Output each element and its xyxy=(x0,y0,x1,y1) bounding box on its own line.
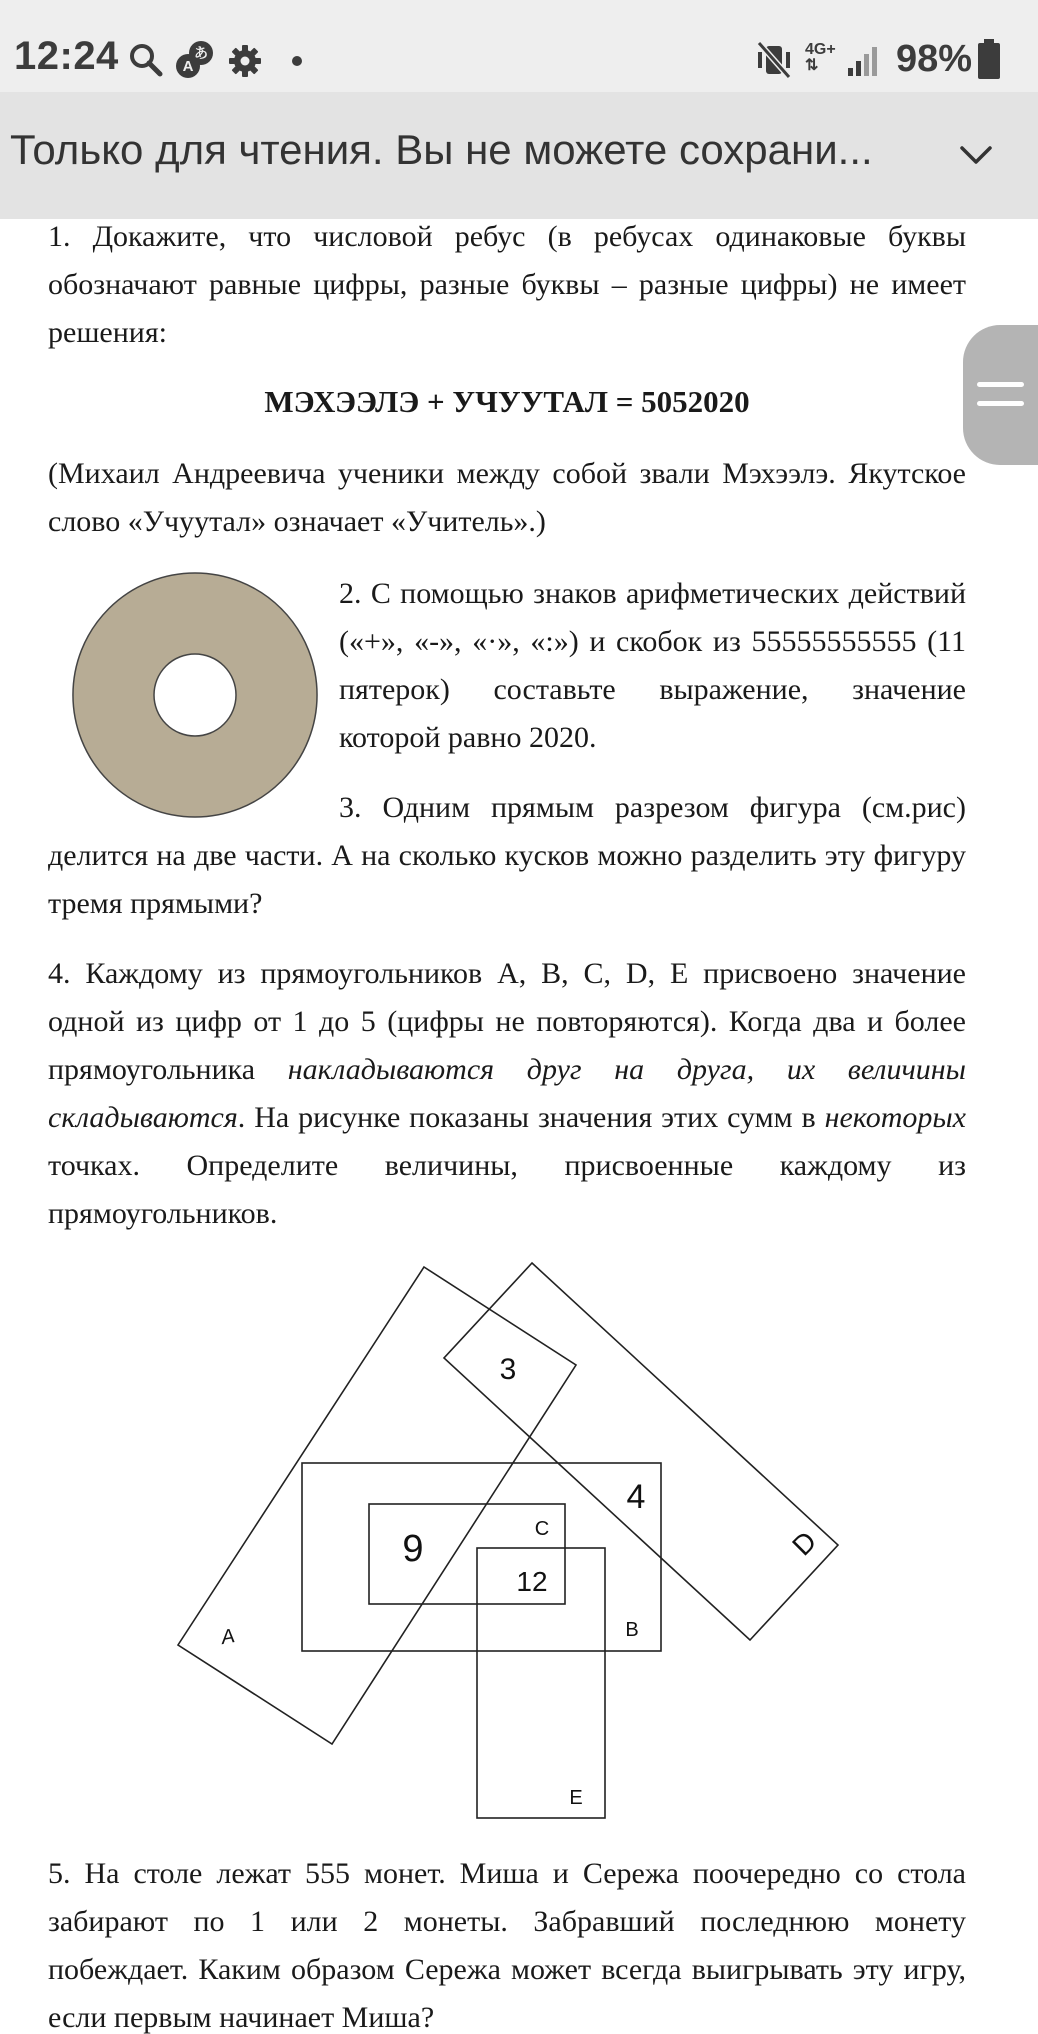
label-d: D xyxy=(786,1525,823,1562)
value-9: 9 xyxy=(402,1528,424,1570)
network-type: 4G+ ⇅ xyxy=(805,41,836,74)
problem-1-text: 1. Докажите, что числовой ребус (в ребусах одинаковые буквы обозначают равные цифры, разные буквы – разные цифры) не имеет решения: xyxy=(48,220,966,349)
label-e: E xyxy=(569,1787,583,1809)
equation: МЭХЭЭЛЭ + УЧУУТАЛ = 5052020 xyxy=(264,384,750,419)
gear-icon xyxy=(228,44,262,78)
mute-vibrate-icon xyxy=(756,40,792,80)
status-bar xyxy=(0,0,1038,92)
problem-1 xyxy=(48,213,966,357)
search-icon xyxy=(128,42,164,78)
battery-percent: 98% xyxy=(896,38,973,80)
problem-1-note: (Михаил Андреевича ученики между собой звали Мэхээлэ. Якутское слово «Учуутал» означает «Учитель».) xyxy=(48,457,966,538)
value-12: 12 xyxy=(516,1566,548,1597)
svg-text:A: A xyxy=(182,58,194,75)
problem-3: 3. Одним прямым разрезом фигура (см.рис) делится на две части. А на сколько кусков можно разделить эту фигуру тремя прямыми? xyxy=(48,791,966,920)
dot-icon xyxy=(290,54,304,68)
label-b: B xyxy=(625,1619,639,1641)
ring-figure xyxy=(70,570,320,820)
read-only-banner[interactable] xyxy=(0,92,1038,219)
svg-text:あ: あ xyxy=(194,45,208,61)
rectangles-figure xyxy=(170,1255,850,1830)
read-only-banner-text: Только для чтения. Вы не можете сохрани... xyxy=(10,126,873,173)
problem-5: 5. На столе лежат 555 монет. Миша и Сережа поочередно со стола забирают по 1 или 2 монеты. Забравший последнюю монету побеждает. Каким образом Сережа может всегда выигрывать эту игру, если первым начинает Миша? xyxy=(48,1857,966,2034)
problem-4: 4. Каждому из прямоугольников A, B, C, D, E присвоено значение одной из цифр от 1 до 5 (цифры не повторяются). Когда два и более прямоугольника накладываются друг на друга, их величины складываются. На рисунке показаны значения этих сумм в некоторых точках. Определите величины, присвоенные каждому из прямоугольников. xyxy=(48,957,966,1230)
signal-icon xyxy=(846,44,880,78)
translate-icon xyxy=(174,40,214,80)
ring-shape xyxy=(73,573,317,817)
label-c: C xyxy=(534,1518,550,1540)
rect-d xyxy=(444,1263,838,1640)
status-time: 12:24 xyxy=(14,34,119,78)
scrollbar-handle[interactable] xyxy=(963,325,1038,465)
problem-2: 2. С помощью знаков арифметических действий («+», «-», «·», «:») и скобок из 55555555555 (11 пятерок) составьте выражение, значение которой равно 2020. xyxy=(339,577,966,754)
chevron-down-icon[interactable] xyxy=(956,140,996,170)
label-a: A xyxy=(219,1625,237,1649)
rect-b xyxy=(302,1463,661,1651)
rect-a xyxy=(178,1267,576,1744)
battery-icon xyxy=(976,38,1002,80)
value-4: 4 xyxy=(626,1478,646,1516)
value-3: 3 xyxy=(499,1353,517,1386)
